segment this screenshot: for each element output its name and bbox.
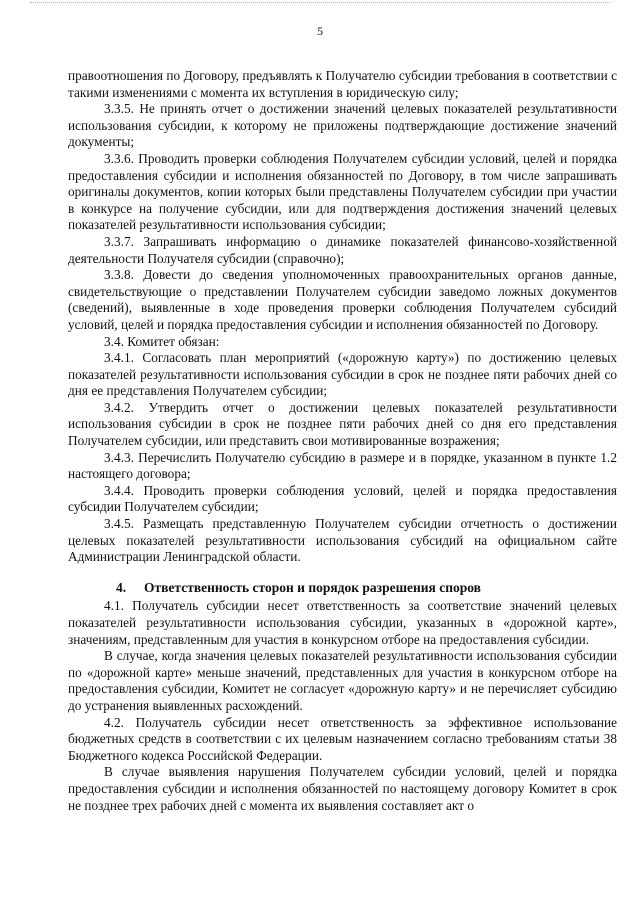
paragraph: В случае, когда значения целевых показателей результативности использования субсидии по «дорожной карте» меньше значений, представленных для участия в конкурсном отборе на предоставления субсидии, Комитет не согласует «дорожную карту» и не перечисляет субсидию до устранения выявленных расхождений. [68,648,617,713]
paragraph: 3.4.2. Утвердить отчет о достижении целевых показателей результативности использования субсидии в срок не позднее пяти рабочих дней со дня его представления Получателем субсидии, или представить свои мотивированные возражения; [68,399,617,449]
paragraph: 3.4.1. Согласовать план мероприятий («дорожную карту») по достижению целевых показателей результативности использования субсидии в срок не позднее пяти рабочих дней со дня ее представления Получателем субсидии; [68,350,617,399]
paragraph: 3.4. Комитет обязан: [104,333,220,349]
paragraph: 3.3.7. Запрашивать информацию о динамике показателей финансово-хозяйственной деятельности Получателя субсидии (справочно); [68,233,617,266]
paragraph: 3.4.5. Размещать представленную Получателем субсидии отчетность о достижении целевых показателей результативности использования субсидий на официальном сайте Администрации Ленинградской области. [68,516,617,565]
paragraph: правоотношения по Договору, предъявлять к Получателю субсидии требования в соответствии с такими изменениями с момента их вступления в юридическую силу; [68,68,617,100]
document-body [68,68,617,814]
paragraph: 3.4.3. Перечислить Получателю субсидию в размере и в порядке, указанном в пункте 1.2 настоящего договора; [68,449,617,482]
section-title: Ответственность сторон и порядок разрешения споров [144,579,481,595]
paragraphs-before-section [68,68,617,566]
paragraph: 4.2. Получатель субсидии несет ответственность за эффективное использование бюджетных средств в соответствии с их целевым назначением согласно требованиям статьи 38 Бюджетного кодекса Российской Федерации. [68,714,617,763]
paragraph: 3.3.6. Проводить проверки соблюдения Получателем субсидии условий, целей и порядка предоставления субсидии и исполнения обязанностей по Договору, в том числе запрашивать оригиналы документов, копии которых были представлены Получателем субсидии при участии в конкурсе на получение субсидии, или для подтверждения достижения значений целевых показателей результативности использования субсидии; [68,150,617,233]
paragraph: 3.4.4. Проводить проверки соблюдения условий, целей и порядка предоставления субсидии Получателем субсидии; [68,482,617,515]
paragraph: В случае выявления нарушения Получателем субсидии условий, целей и порядка предоставления субсидии и исполнения обязанностей по настоящему договору Комитет в срок не позднее трех рабочих дней с момента их выявления составляет акт о [68,764,617,813]
page-number: 5 [317,24,323,38]
section-number: 4. [116,579,127,595]
section-heading [68,580,617,597]
scan-edge-mark [30,2,610,5]
paragraphs-after-section [68,598,617,814]
paragraph: 4.1. Получатель субсидии несет ответственность за соответствие значений целевых показателей результативности использования субсидии, указанных в «дорожной карте», значениям, представленным для участия в конкурсном отборе на предоставления субсидии. [68,598,617,647]
paragraph: 3.3.5. Не принять отчет о достижении значений целевых показателей результативности использования субсидии, к которому не приложены подтверждающие достижение значений документы; [68,101,617,150]
paragraph: 3.3.8. Довести до сведения уполномоченных правоохранительных органов данные, свидетельствующие о представлении Получателем субсидии заведомо ложных документов (сведений), выявленные в ходе проведения проверки соблюдения Получателем субсидий условий, целей и порядка предоставления субсидии и исполнения обязанностей по Договору. [68,267,617,332]
